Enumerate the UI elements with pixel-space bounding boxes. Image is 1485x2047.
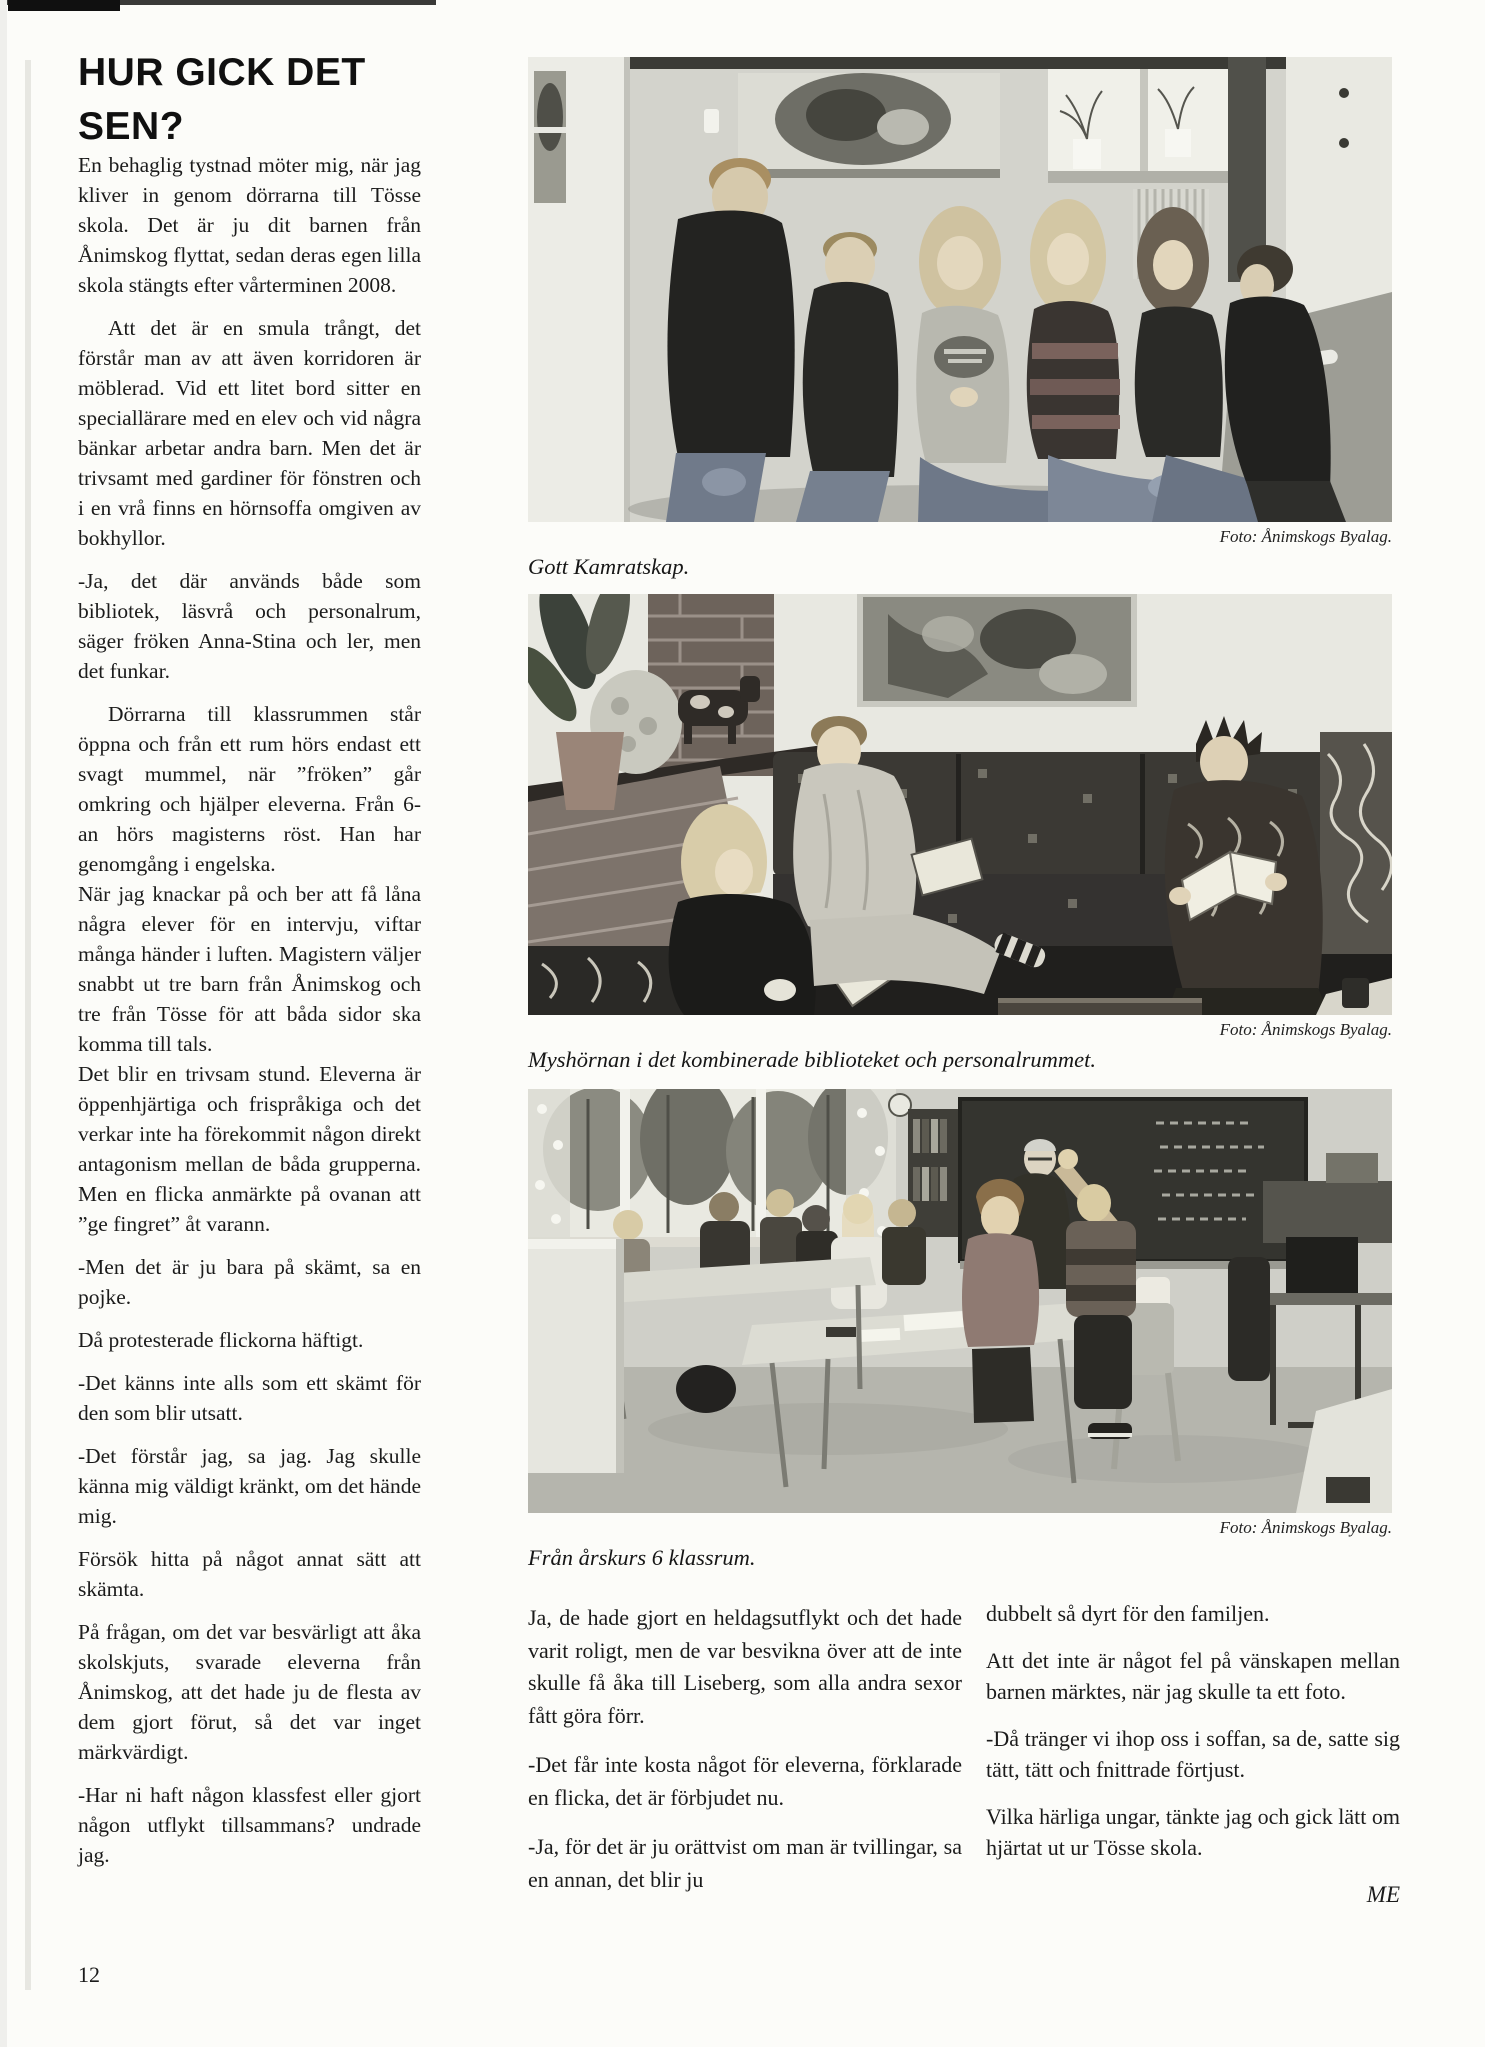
scan-artifact-top-blob [8, 0, 120, 11]
paragraph: En behaglig tystnad möter mig, när jag kliver in genom dörrarna till Tösse skola. Det är ju dit barnen från Ånimskog flyttat, sedan deras egen lilla skola stängts efter vårterminen 2008. [78, 153, 421, 297]
paragraph: Dörrarna till klassrummen står öppna och från ett rum hörs endast ett svagt mummel, när ”fröken” går omkring och hjälper eleverna. Från 6-an hörs magisterns röst. Han har genomgång i engelska. [78, 702, 421, 876]
author-byline: ME [1366, 1882, 1400, 1907]
article-title-line2: SEN? [78, 105, 185, 148]
paragraph: Att det är en smula trångt, det förstår man av att även korridoren är möblerad. Vid ett litet bord sitter en speciallärare med en elev och vid några bänkar arbetar andra barn. Men det är trivsamt med gardiner för fönstren och i en vrå finns en hörnsoffa omgiven av bokhyllor. [78, 316, 421, 550]
paragraph: -Har ni haft någon klassfest eller gjort någon utflykt tillsammans? undrade jag. [78, 1783, 421, 1867]
paragraph: -Det förstår jag, sa jag. Jag skulle känna mig väldigt kränkt, om det hände mig. [78, 1444, 421, 1528]
paragraph: -Då tränger vi ihop oss i soffan, sa de, satte sig tätt, tätt och fnittrade förtjust. [986, 1726, 1400, 1782]
article-title [78, 46, 448, 154]
paragraph: Ja, de hade gjort en heldagsutflykt och det hade varit roligt, men de var besvikna över att de inte skulle få åka till Liseberg, som alla andra sexor fått göra förr. [528, 1605, 962, 1728]
left-text-column [78, 150, 421, 1870]
paragraph: Det blir en trivsam stund. Eleverna är öppenhjärtiga och frispråkiga och det verkar inte ha förekommit någon direkt antagonism mellan de båda grupperna. Men en flicka anmärkte på ovanan att ”ge fingret” åt varann. [78, 1062, 421, 1236]
photo-caption: Från årskurs 6 klassrum. [528, 1545, 756, 1570]
photo-caption: Myshörnan i det kombinerade biblioteket och personalrummet. [528, 1047, 1097, 1072]
scan-artifact-gutter-shadow [25, 60, 31, 1990]
paragraph: -Ja, för det är ju orättvist om man är tvillingar, sa en annan, det blir ju [528, 1834, 962, 1892]
photo-kids-on-bench [528, 57, 1392, 522]
photo-caption: Gott Kamratskap. [528, 554, 690, 579]
paragraph: -Men det är ju bara på skämt, sa en pojke. [78, 1255, 421, 1309]
photo-classroom [528, 1089, 1392, 1513]
photo-credit: Foto: Ånimskogs Byalag. [1219, 527, 1392, 546]
paragraph: dubbelt så dyrt för den familjen. [986, 1601, 1270, 1626]
photo-credit: Foto: Ånimskogs Byalag. [1219, 1020, 1392, 1039]
article-title-line1: HUR GICK DET [78, 51, 366, 94]
paragraph: -Det får inte kosta något för eleverna, förklarade en flicka, det är förbjudet nu. [528, 1752, 962, 1810]
paragraph: När jag knackar på och ber att få låna några elever för en intervju, viftar många händer i luften. Magistern väljer snabbt ut tre barn från Ånimskog och tre från Tösse för att båda sidor ska komma till tals. [78, 882, 421, 1056]
paragraph: Då protesterade flickorna häftigt. [78, 1328, 364, 1352]
paragraph: Försök hitta på något annat sätt att skämta. [78, 1547, 421, 1601]
paragraph: -Det känns inte alls som ett skämt för den som blir utsatt. [78, 1371, 421, 1425]
paragraph: Vilka härliga ungar, tänkte jag och gick lätt om hjärtat ut ur Tösse skola. [986, 1804, 1400, 1860]
page-number: 12 [78, 1962, 100, 1987]
paragraph: På frågan, om det var besvärligt att åka skolskjuts, svarade eleverna från Ånimskog, att det hade ju de flesta av dem gjort förut, så det var inget märkvärdigt. [78, 1620, 421, 1764]
paragraph: -Ja, det där används både som bibliotek, läsvrå och personalrum, säger fröken Anna-Stina och ler, men det funkar. [78, 569, 421, 683]
middle-text-column [528, 1602, 962, 1896]
photo-credit: Foto: Ånimskogs Byalag. [1219, 1518, 1392, 1537]
paragraph: Att det inte är något fel på vänskapen mellan barnen märktes, när jag skulle ta ett foto. [986, 1648, 1400, 1704]
scan-artifact-left-edge [0, 0, 7, 2047]
photo-reading-corner [528, 594, 1392, 1015]
right-text-column [986, 1598, 1400, 1910]
photo-column [528, 57, 1392, 1572]
